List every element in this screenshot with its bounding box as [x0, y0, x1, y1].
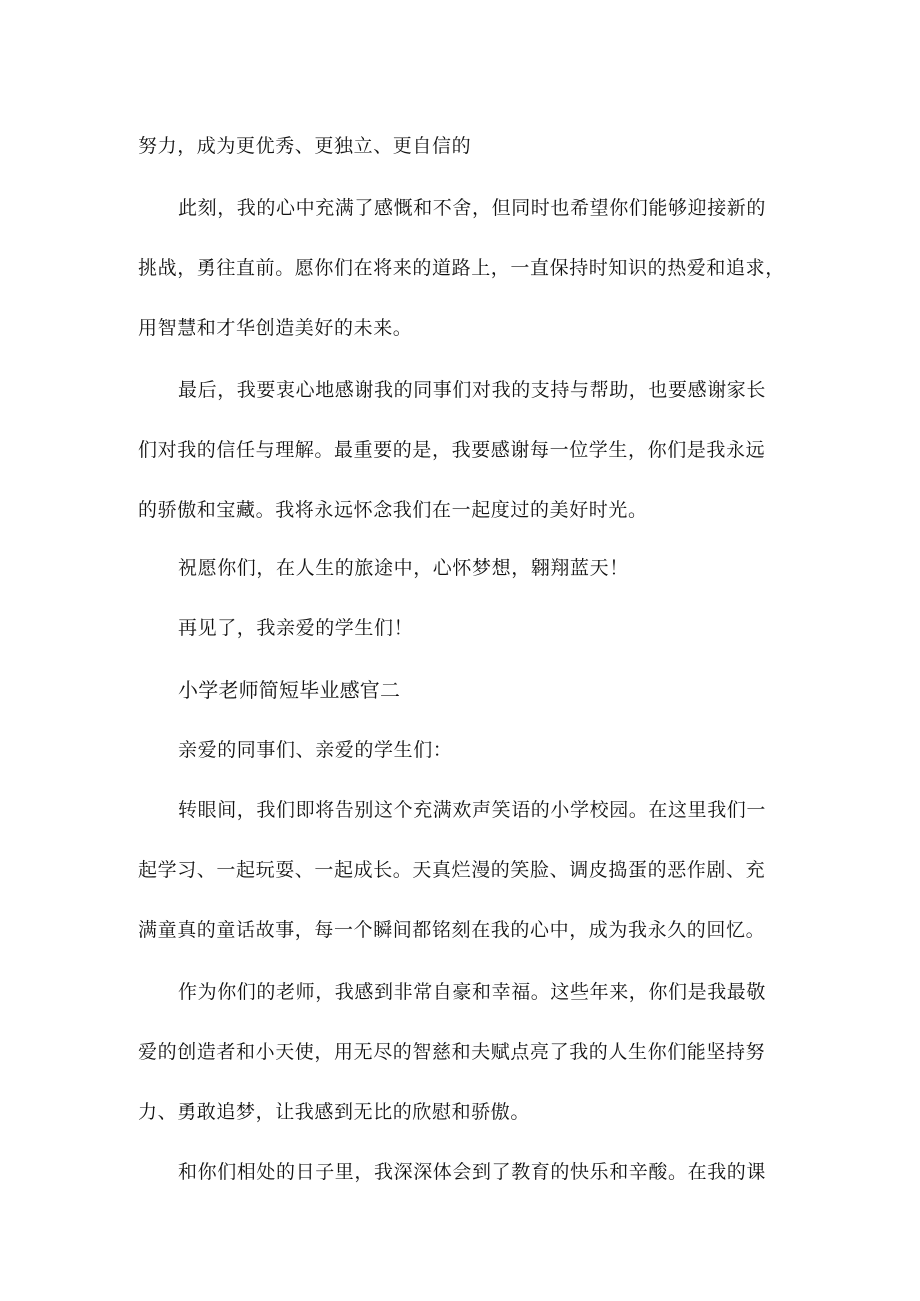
- paragraph-line: 再见了，我亲爱的学生们！: [178, 617, 414, 639]
- paragraph-line: 用智慧和才华创造美好的未来。: [138, 317, 413, 339]
- paragraph-line: 爱的创造者和小天使，用无尽的智慈和夫赋点亮了我的人生你们能坚持努: [138, 1041, 766, 1063]
- paragraph-line: 努力，成为更优秀、更独立、更自信的: [138, 135, 472, 157]
- section-heading: 小学老师简短毕业感官二: [178, 678, 401, 702]
- paragraph-line: 此刻，我的心中充满了感慨和不舍，但同时也希望你们能够迎接新的: [178, 197, 767, 219]
- paragraph-line: 们对我的信任与理解。最重要的是，我要感谢每一位学生，你们是我永远: [138, 439, 766, 461]
- paragraph-line: 祝愿你们，在人生的旅途中，心怀梦想，翱翔蓝天！: [178, 557, 629, 579]
- paragraph-line: 和你们相处的日子里，我深深体会到了教育的快乐和辛酸。在我的课: [178, 1161, 767, 1183]
- paragraph-line: 转眼间，我们即将告别这个充满欢声笑语的小学校园。在这里我们一: [178, 799, 767, 821]
- salutation-line: 亲爱的同事们、亲爱的学生们：: [178, 739, 453, 761]
- paragraph-line: 最后，我要衷心地感谢我的同事们对我的支持与帮助，也要感谢家长: [178, 379, 767, 401]
- paragraph-line: 的骄傲和宝藏。我将永远怀念我们在一起度过的美好时光。: [138, 499, 648, 521]
- paragraph-line: 起学习、一起玩耍、一起成长。天真烂漫的笑脸、调皮捣蛋的恶作剧、充: [138, 859, 766, 881]
- paragraph-line: 挑战，勇往直前。愿你们在将来的道路上，一直保持时知识的热爱和追求，: [138, 257, 785, 279]
- paragraph-line: 满童真的童话故事，每一个瞬间都铭刻在我的心中，成为我永久的回忆。: [138, 919, 766, 941]
- paragraph-line: 力、勇敢追梦，让我感到无比的欣慰和骄傲。: [138, 1101, 531, 1123]
- paragraph-line: 作为你们的老师，我感到非常自豪和幸福。这些年来，你们是我最敬: [178, 981, 767, 1003]
